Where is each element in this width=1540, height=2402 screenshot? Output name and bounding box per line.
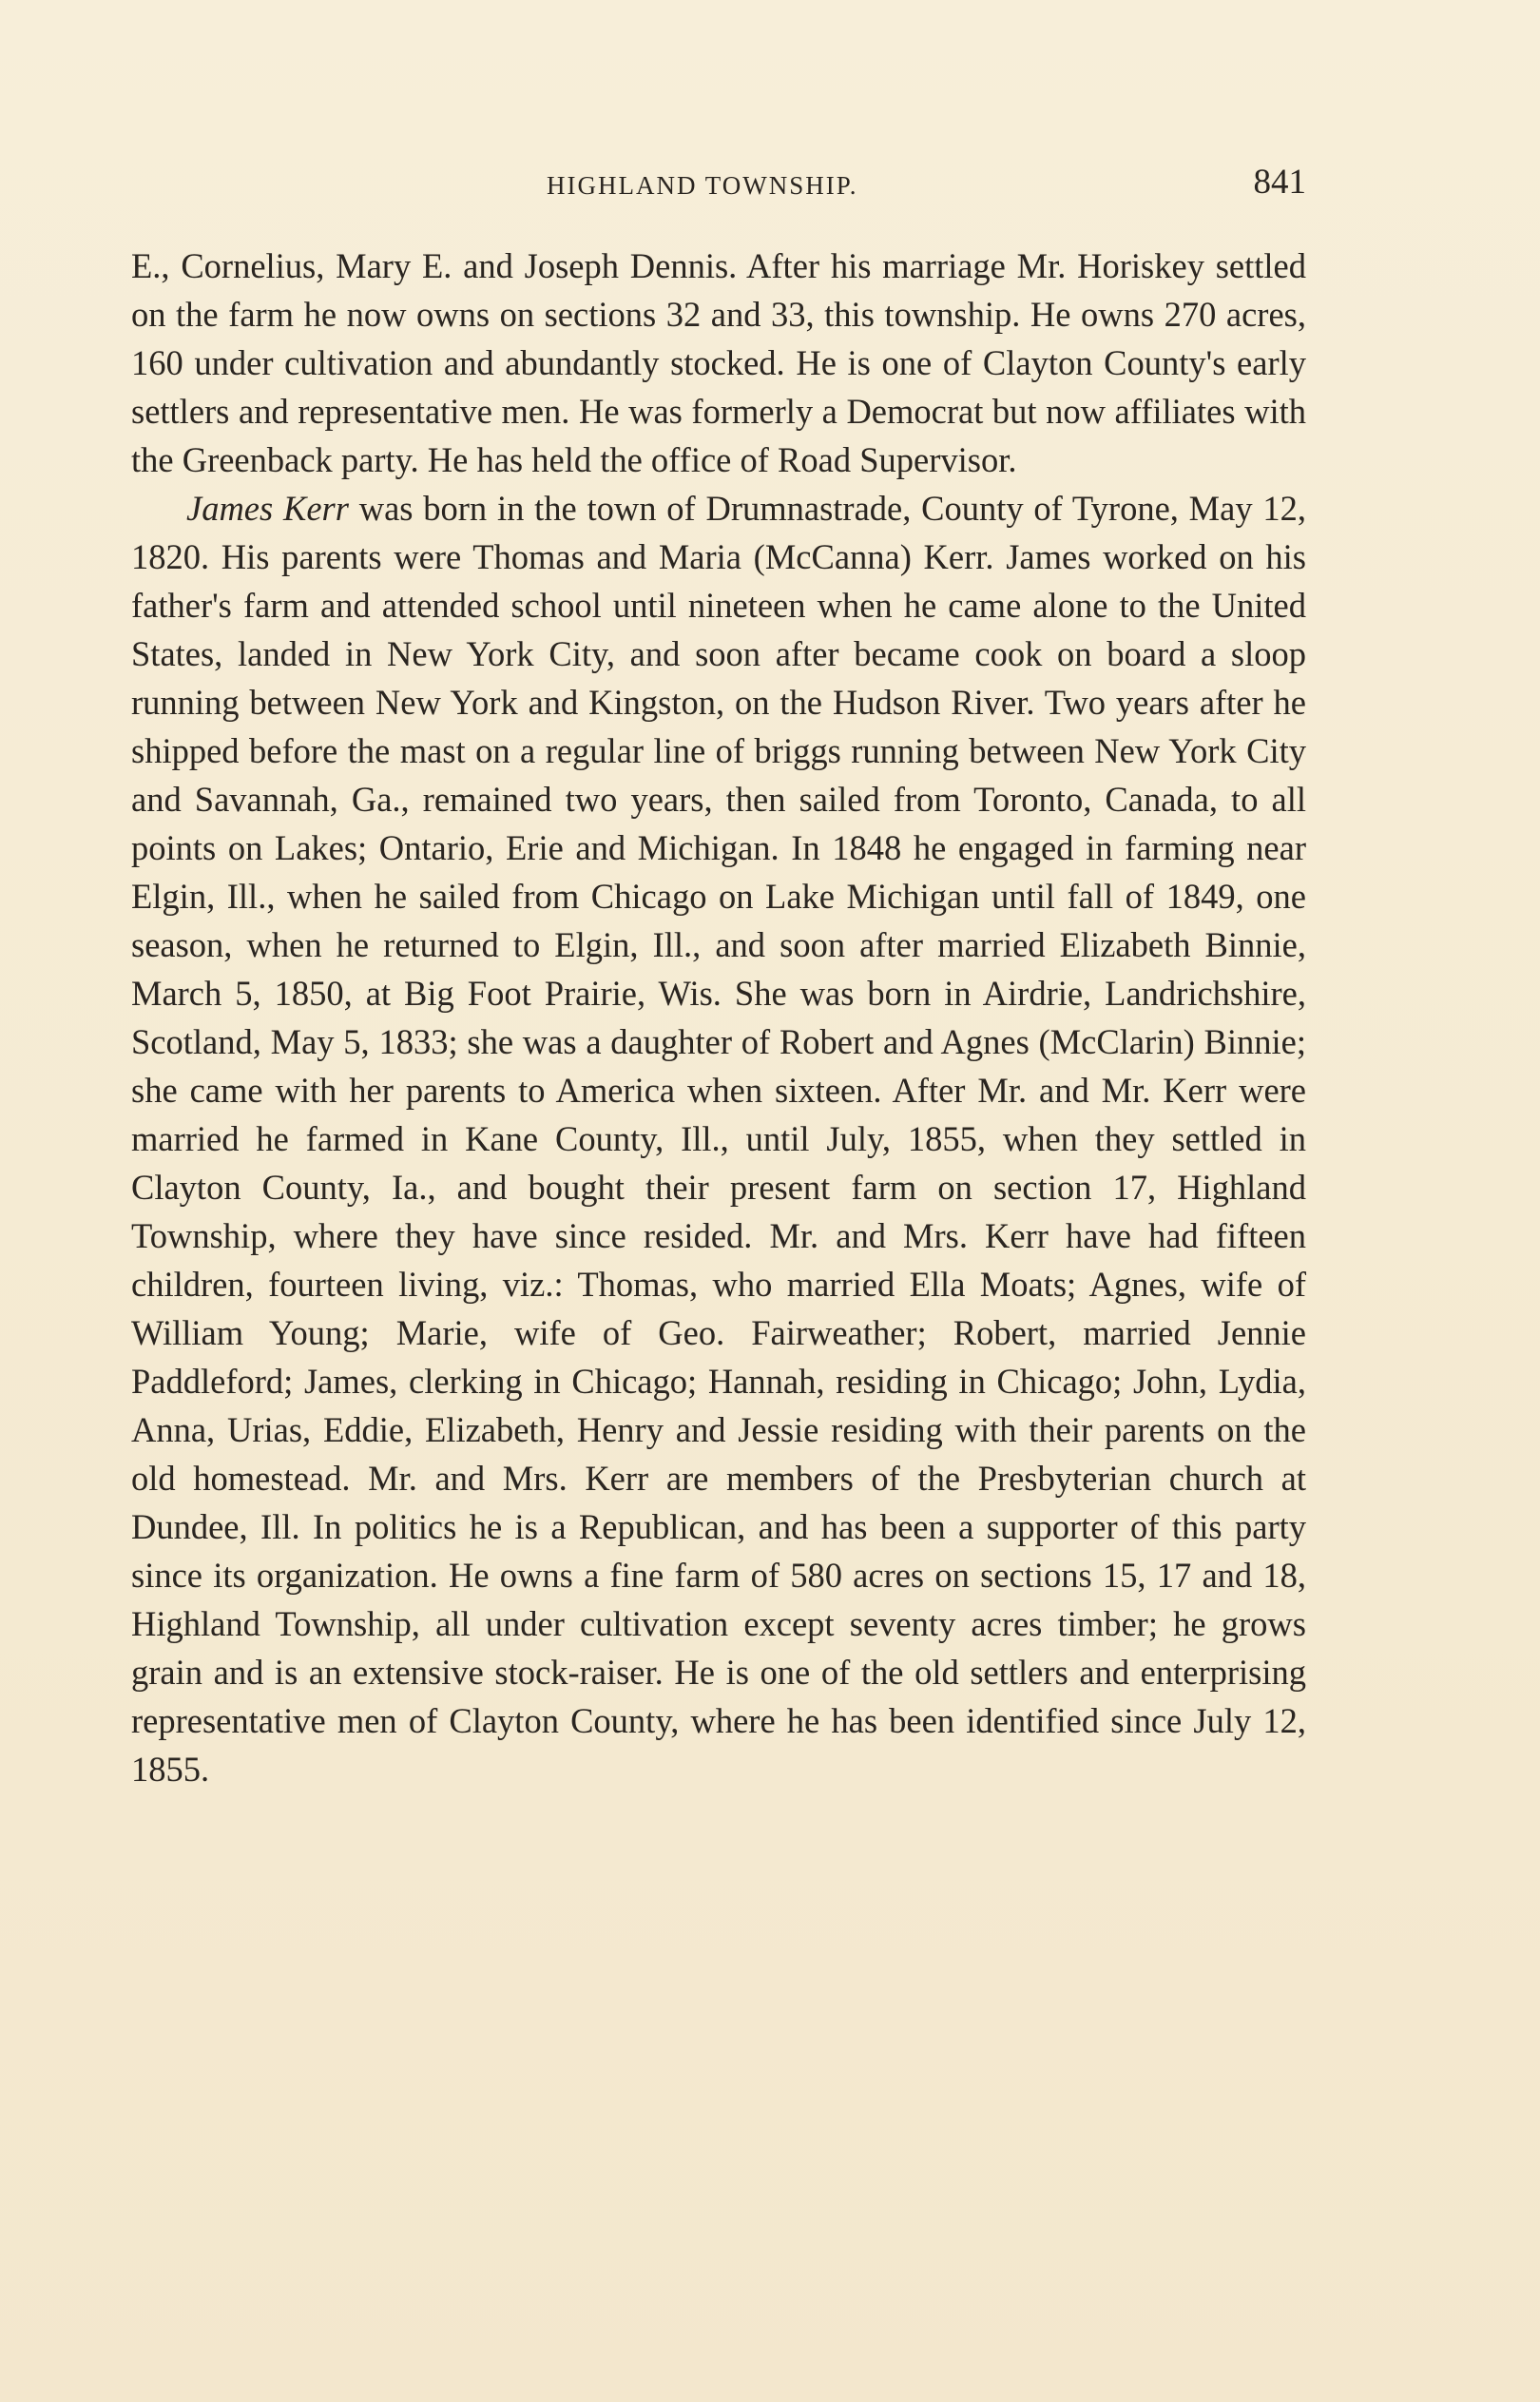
page-header (131, 160, 1306, 213)
paragraph-james-kerr (131, 484, 1306, 1793)
paragraph-continuation: E., Cornelius, Mary E. and Joseph Dennis. After his marriage Mr. Horiskey settled on the farm he now owns on sections 32 and 33, this township. He owns 270 acres, 160 under cultivation and abundantly stocked. He is one of Clayton County's early settlers and representative men. He was formerly a Democrat but now affiliates with the Greenback party. He has held the office of Road Supervisor. (131, 246, 1306, 479)
body-text (131, 242, 1306, 1793)
subject-name: James Kerr (186, 489, 349, 528)
paragraph-james-kerr-text: was born in the town of Drumnastrade, County of Tyrone, May 12, 1820. His parents were Thomas and Maria (McCanna) Kerr. James worked on his father's farm and attended school until nineteen when he came alone to the United States, landed in New York City, and soon after became cook on board a sloop running between New York and Kingston, on the Hudson River. Two years after he shipped before the mast on a regular line of briggs running between New York City and Savannah, Ga., remained two years, then sailed from Toronto, Canada, to all points on Lakes; Ontario, Erie and Michigan. In 1848 he engaged in farming near Elgin, Ill., when he sailed from Chicago on Lake Michigan until fall of 1849, one season, when he returned to Elgin, Ill., and soon after married Elizabeth Binnie, March 5, 1850, at Big Foot Prairie, Wis. She was born in Airdrie, Landrichshire, Scotland, May 5, 1833; she was a daughter of Robert and Agnes (McClarin) Binnie; she came with her parents to America when sixteen. After Mr. and Mr. Kerr were married he farmed in Kane County, Ill., until July, 1855, when they settled in Clayton County, Ia., and bought their present farm on section 17, Highland Township, where they have since resided. Mr. and Mrs. Kerr have had fifteen children, fourteen living, viz.: Thomas, who married Ella Moats; Agnes, wife of William Young; Marie, wife of Geo. Fairweather; Robert, married Jennie Paddleford; James, clerking in Chicago; Hannah, residing in Chicago; John, Lydia, Anna, Urias, Eddie, Elizabeth, Henry and Jessie residing with their parents on the old homestead. Mr. and Mrs. Kerr are members of the Presbyterian church at Dundee, Ill. In politics he is a Republican, and has been a supporter of this party since its organization. He owns a fine farm of 580 acres on sections 15, 17 and 18, Highland Township, all under cultivation except seventy acres timber; he grows grain and is an extensive stock-raiser. He is one of the old settlers and enterprising representative men of Clayton County, where he has been identified since July 12, 1855. (131, 489, 1306, 1789)
page-number: 841 (1253, 163, 1306, 202)
running-title: HIGHLAND TOWNSHIP. (547, 171, 858, 200)
